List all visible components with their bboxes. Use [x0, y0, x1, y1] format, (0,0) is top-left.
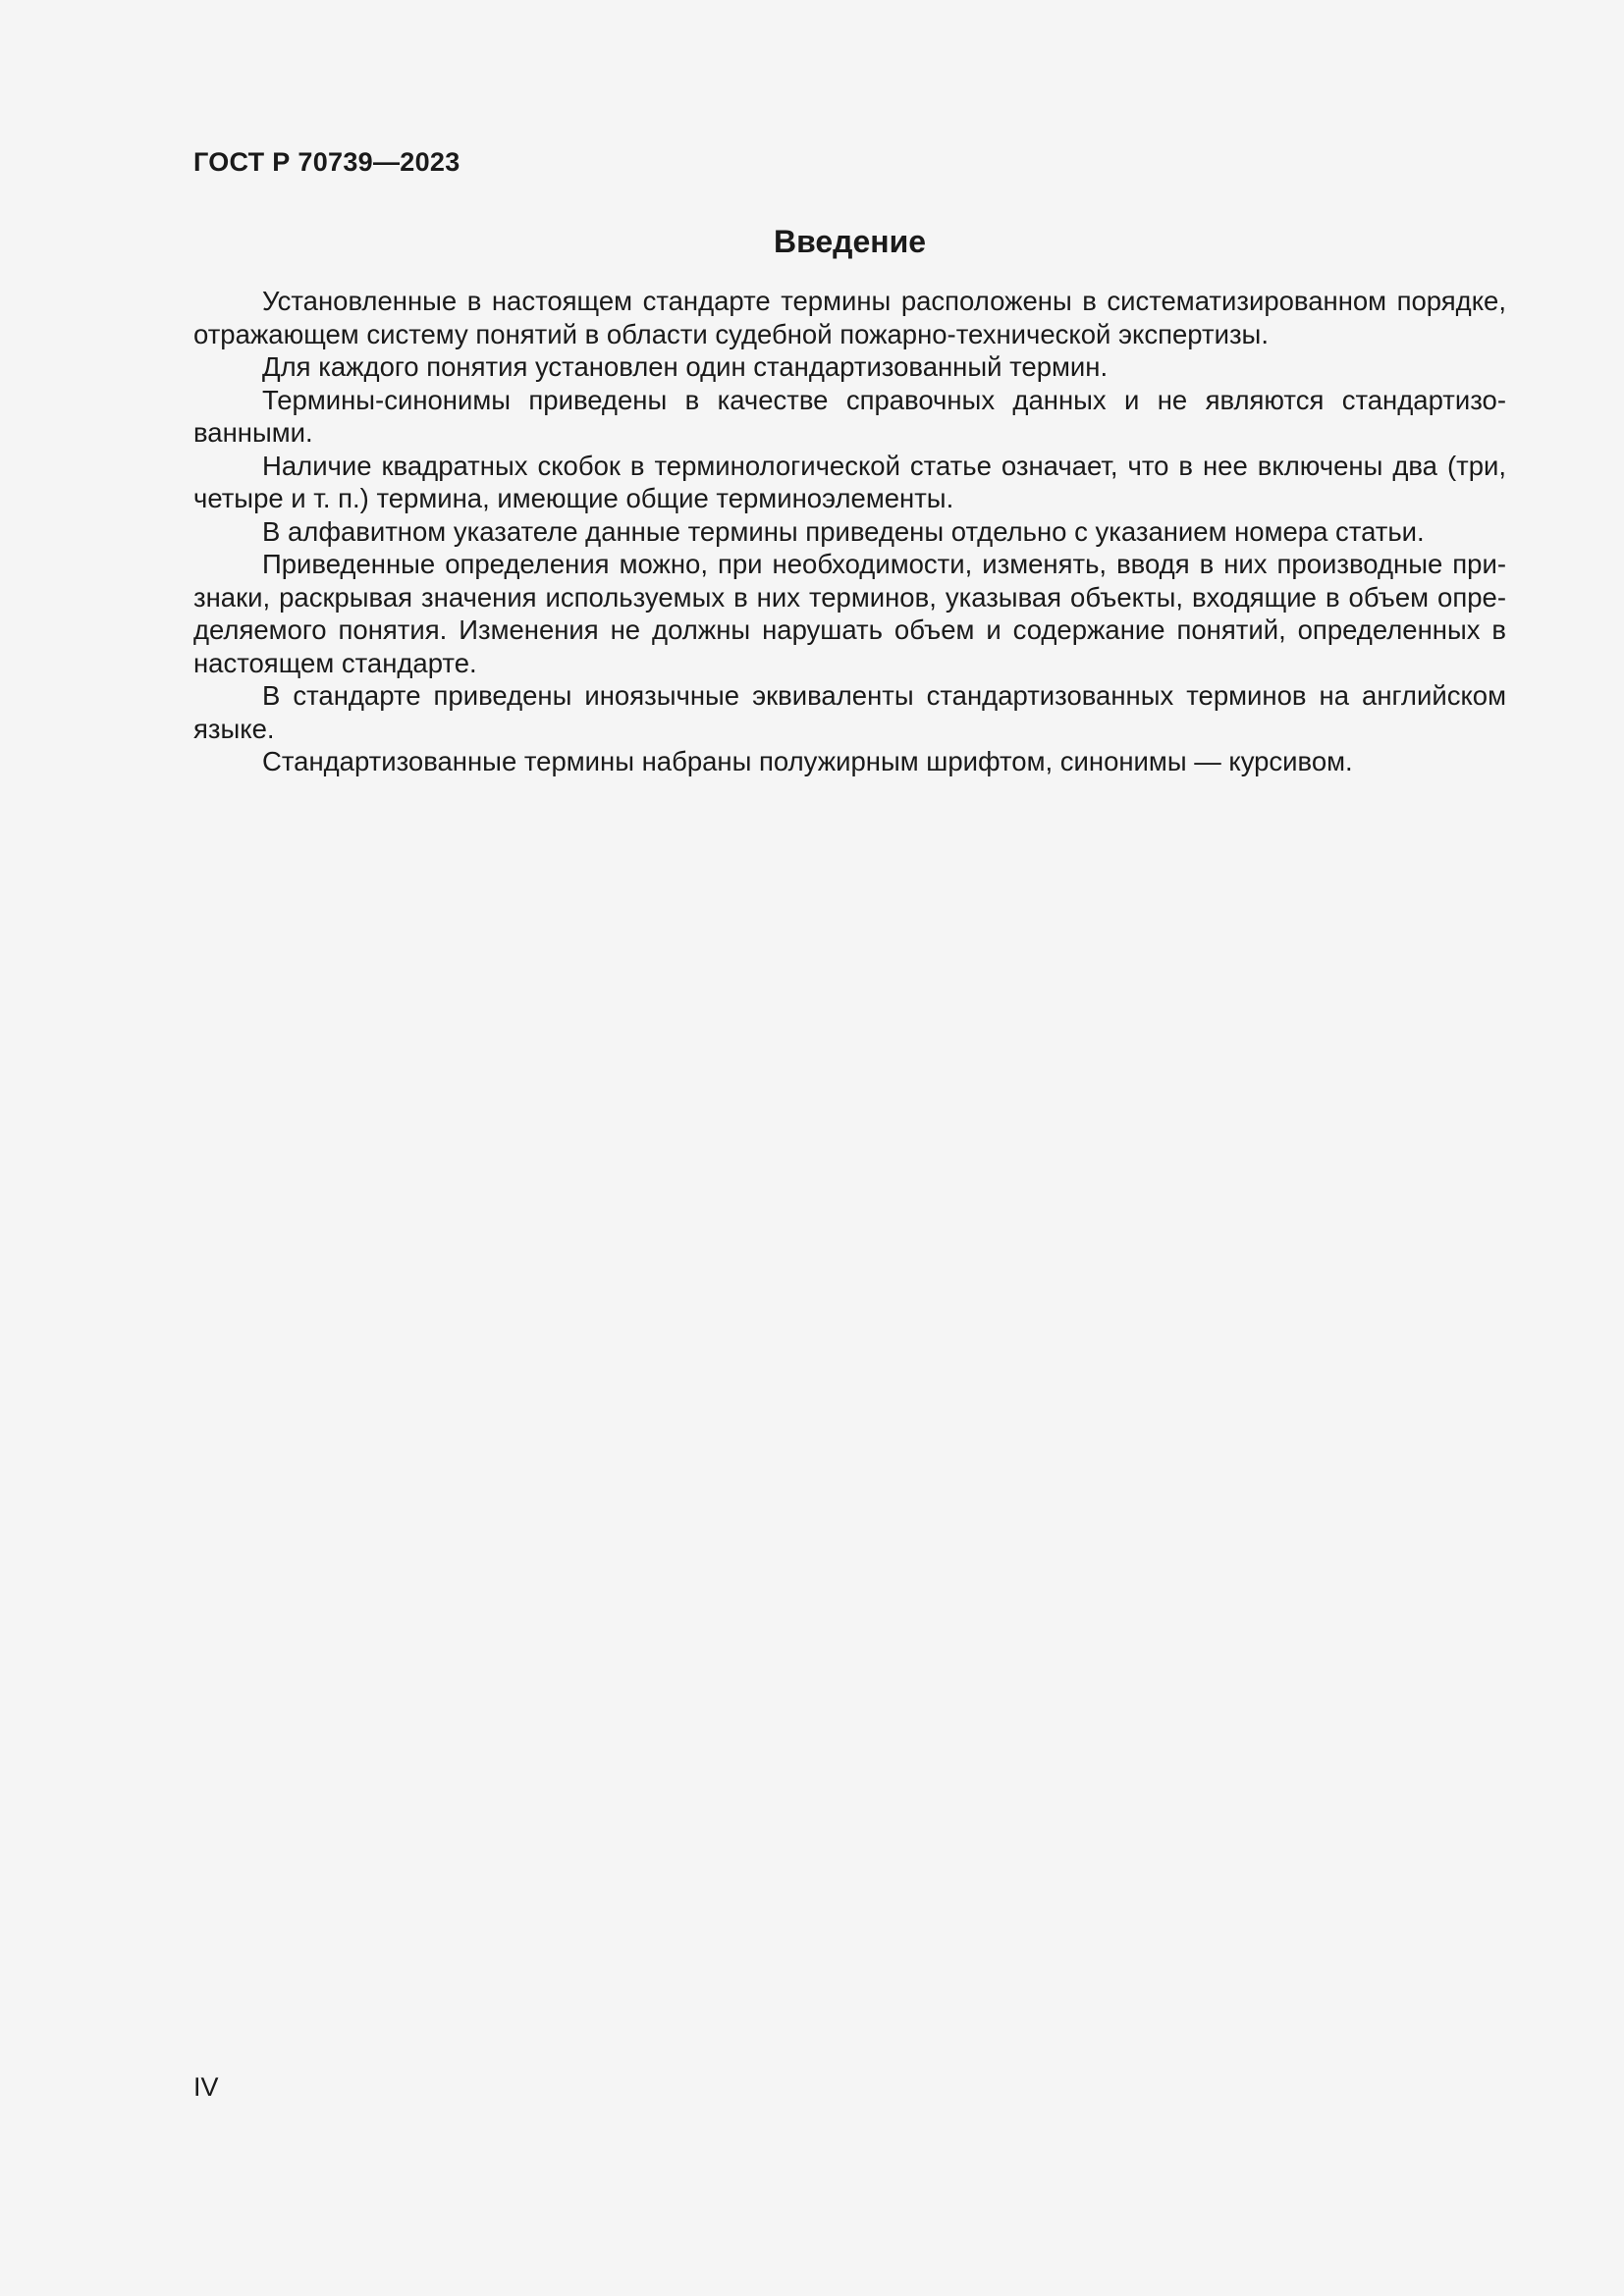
paragraph: Для каждого понятия установлен один стандартизованный термин.: [262, 351, 1109, 382]
paragraph: В алфавитном указателе данные термины приведены отдельно с указанием номера статьи.: [262, 515, 1425, 547]
introduction-body: [193, 285, 1506, 778]
paragraph: В стандарте приведены иноязычные эквиваленты стандартизованных терминов на английском языке.: [193, 680, 1506, 744]
section-title: Введение: [773, 224, 927, 259]
paragraph: Термины-синонимы приведены в качестве справочных данных и не являются стандартизованными.: [193, 384, 1506, 448]
paragraph: Приведенные определения можно, при необходимости, изменять, вводя в них производные признаки, раскрывая значения используемых в них терминов, указывая объекты, входящие в объем определяемого понятия. Изменения не должны нарушать объем и содержание понятий, определенных в настоящем стандарте.: [193, 549, 1506, 678]
paragraph: Стандартизованные термины набраны полужирным шрифтом, синонимы — курсивом.: [262, 746, 1353, 776]
paragraph: Установленные в настоящем стандарте термины расположены в систематизированном порядке, отражающем систему понятий в области судебной пожарно-технической экспертизы.: [193, 286, 1506, 349]
paragraph: Наличие квадратных скобок в терминологической статье означает, что в нее включены два (три, четыре и т. п.) термина, имеющие общие терминоэлементы.: [193, 450, 1506, 513]
page-number: IV: [193, 2072, 219, 2102]
standard-code-header: ГОСТ Р 70739—2023: [193, 147, 460, 177]
